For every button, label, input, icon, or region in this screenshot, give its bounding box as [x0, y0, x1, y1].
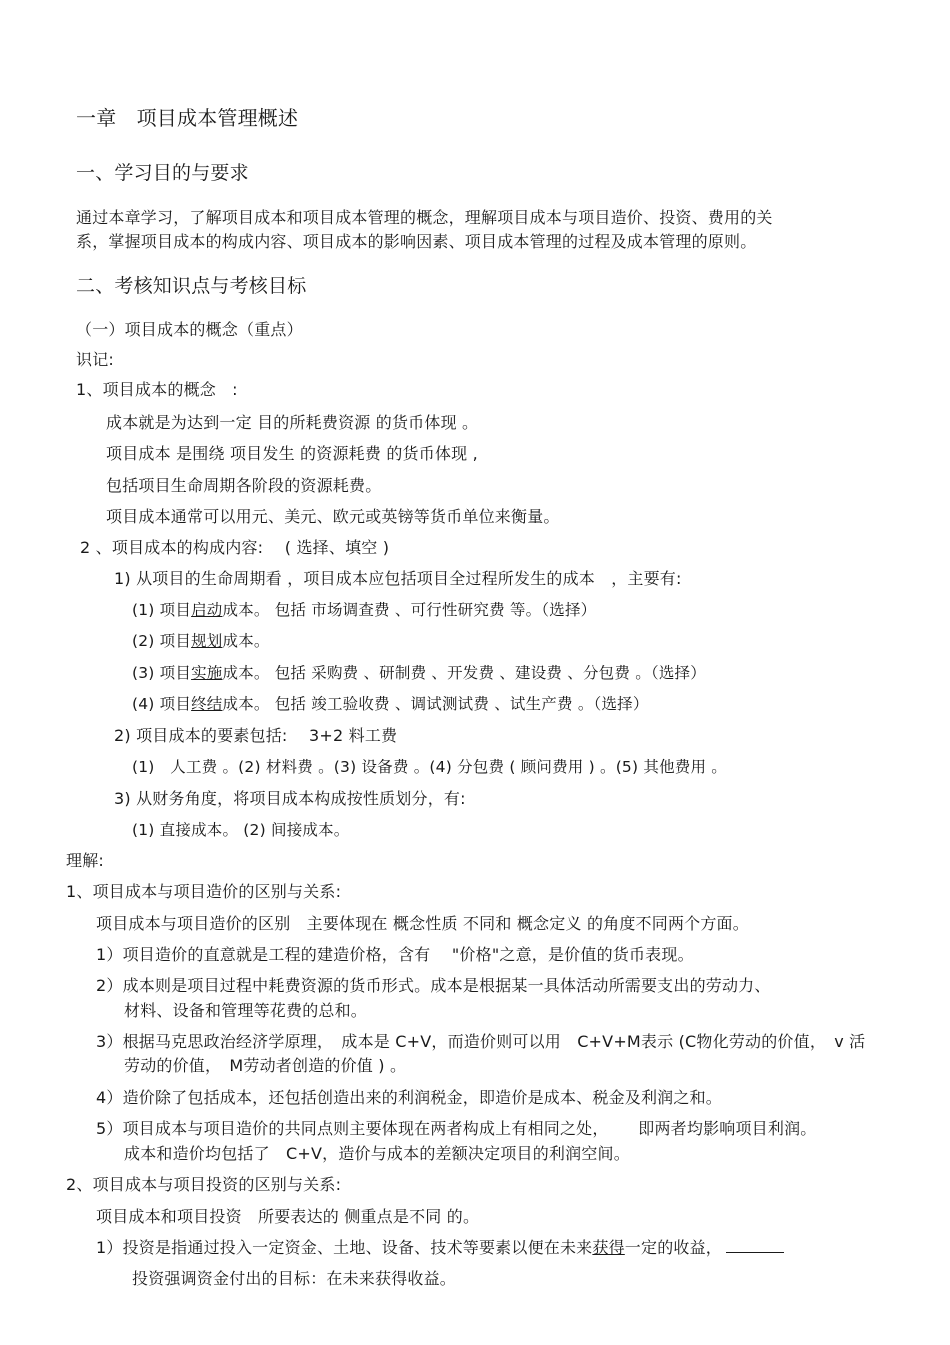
understand-line: 1）项目造价的直意就是工程的建造价格，含有 "价格"之意，是价值的货币表现。 — [96, 945, 694, 964]
item2-point-1: 1) 从项目的生命周期看 ，项目成本应包括项目全过程所发生的成本 ，主要有: — [114, 569, 682, 588]
understand-line: 成本和造价均包括了 C+V，造价与成本的差额决定项目的利润空间。 — [124, 1144, 630, 1163]
stage-keyword: 规划 — [191, 632, 223, 650]
stage-keyword: 启动 — [191, 601, 223, 619]
stage-text: (3) 项目 — [132, 664, 192, 682]
chapter-title: 一章 项目成本管理概述 — [76, 106, 299, 130]
stage-text: (4) 项目 — [132, 695, 192, 713]
stage-text: (1) 项目 — [132, 601, 192, 619]
understand-item-1-intro: 项目成本与项目造价的区别 主要体现在 概念性质 不同和 概念定义 的角度不同两个方面。 — [96, 914, 749, 933]
subsection-heading: （一）项目成本的概念（重点） — [76, 320, 303, 339]
understand-item-2-intro: 项目成本和项目投资 所要表达的 侧重点是不同 的。 — [96, 1207, 480, 1226]
item2-point-3: 3) 从财务角度，将项目成本构成按性质划分，有: — [114, 789, 466, 808]
stage-keyword: 终结 — [191, 695, 223, 713]
item1-line: 项目成本通常可以用元、美元、欧元或英镑等货币单位来衡量。 — [106, 507, 560, 526]
stage-text: 成本。 包括 采购费 、研制费 、开发费 、建设费 、分包费 。（选择） — [222, 664, 706, 682]
investment-keyword: 获得 — [592, 1238, 625, 1257]
item1-line: 成本就是为达到一定 目的所耗费资源 的货币体现 。 — [106, 413, 479, 432]
item1-title: 1、项目成本的概念 : — [76, 380, 238, 399]
recall-label: 识记: — [76, 350, 114, 369]
understand-item-1-title: 1、项目成本与项目造价的区别与关系: — [66, 882, 342, 901]
investment-line-1 — [96, 1238, 784, 1258]
stage-text: 成本。 — [222, 632, 270, 650]
understand-line: 3）根据马克思政治经济学原理， 成本是 C+V，而造价则可以用 C+V+M表示 (C物化劳动的价值， v 活 — [96, 1032, 866, 1051]
intro-paragraph-line-1: 通过本章学习，了解项目成本和项目成本管理的概念，理解项目成本与项目造价、投资、费用的关 — [76, 208, 773, 227]
cost-elements: (1) 人工费 。(2) 材料费 。(3) 设备费 。(4) 分包费 ( 顾问费用 ) 。(5) 其他费用 。 — [132, 758, 727, 776]
understand-line: 4）造价除了包括成本，还包括创造出来的利润税金，即造价是成本、税金及利润之和。 — [96, 1088, 722, 1107]
intro-paragraph-line-2: 系，掌握项目成本的构成内容、项目成本的影响因素、项目成本管理的过程及成本管理的原则。 — [76, 232, 757, 251]
stage-text: 成本。 包括 市场调查费 、可行性研究费 等。（选择） — [222, 601, 597, 619]
stage-text: 成本。 包括 竣工验收费 、调试测试费 、试生产费 。（选择） — [222, 695, 649, 713]
understand-item-2-title: 2、项目成本与项目投资的区别与关系: — [66, 1175, 342, 1194]
understand-line: 5）项目成本与项目造价的共同点则主要体现在两者构成上有相同之处， 即两者均影响项目利润。 — [96, 1119, 817, 1138]
section-heading-2: 二、考核知识点与考核目标 — [76, 275, 307, 297]
stage-keyword: 实施 — [191, 664, 223, 682]
stage-execution — [132, 663, 706, 683]
understand-line: 劳动的价值， M劳动者创造的价值 ) 。 — [124, 1056, 407, 1075]
blank-line — [726, 1238, 784, 1253]
understand-line: 2）成本则是项目过程中耗费资源的货币形式。成本是根据某一具体活动所需要支出的劳动力、 — [96, 976, 771, 995]
understand-line: 材料、设备和管理等花费的总和。 — [124, 1001, 368, 1020]
investment-text: 1）投资是指通过投入一定资金、土地、设备、技术等要素以便在未来 — [96, 1238, 593, 1257]
item2-point-2: 2) 项目成本的要素包括: 3+2 料工费 — [114, 726, 398, 745]
investment-text: 一定的收益， — [624, 1238, 722, 1257]
cost-nature: (1) 直接成本。 (2) 间接成本。 — [132, 821, 350, 839]
investment-line-2: 投资强调资金付出的目标：在未来获得收益。 — [132, 1269, 457, 1288]
stage-startup — [132, 600, 596, 620]
item2-title: 2 、项目成本的构成内容: ( 选择、填空 ) — [80, 538, 390, 557]
item1-line: 包括项目生命周期各阶段的资源耗费。 — [106, 476, 382, 495]
understand-label: 理解: — [66, 851, 104, 870]
stage-text: (2) 项目 — [132, 632, 192, 650]
item1-line: 项目成本 是围绕 项目发生 的资源耗费 的货币体现 , — [106, 444, 478, 463]
stage-planning — [132, 631, 270, 651]
stage-closing — [132, 694, 649, 714]
section-heading-1: 一、学习目的与要求 — [76, 162, 249, 184]
